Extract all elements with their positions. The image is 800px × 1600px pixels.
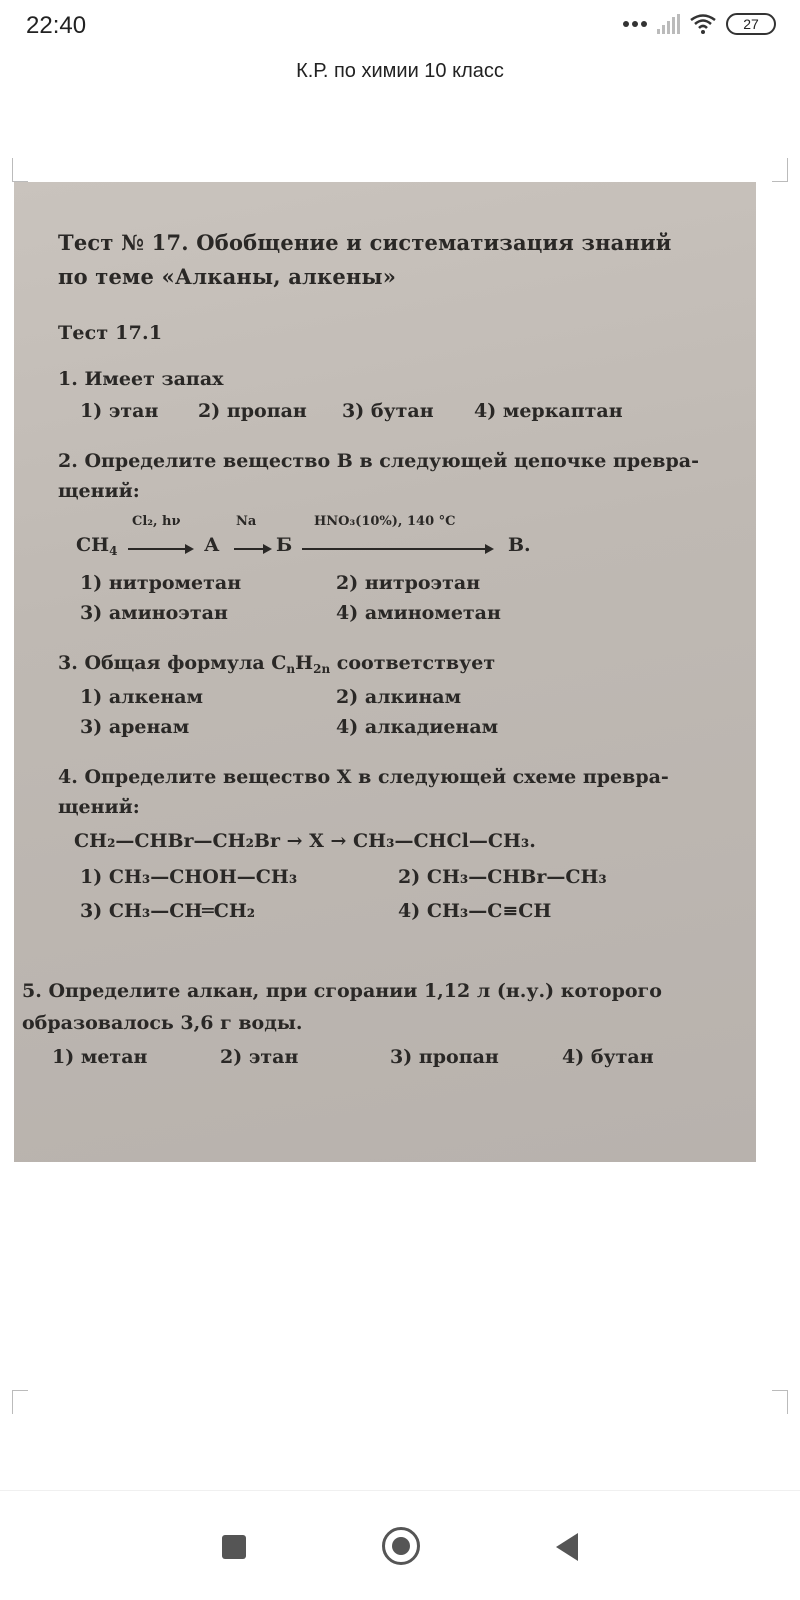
test-heading-line2: по теме «Алканы, алкены» — [58, 264, 397, 289]
page-corner-mark — [12, 158, 28, 182]
back-button[interactable] — [556, 1533, 578, 1561]
navigation-bar — [0, 1490, 800, 1600]
q1-answer-2: 2) пропан — [198, 400, 307, 422]
q5-answer-4: 4) бутан — [562, 1046, 654, 1068]
question-2-line2: щений: — [58, 480, 140, 502]
q2-substance-v: В. — [508, 534, 531, 556]
q3-text-post: соответствует — [330, 652, 496, 674]
q2-answer-1: 1) нитрометан — [80, 572, 242, 594]
q3-text-pre: 3. Общая формула C — [58, 652, 287, 674]
q3-text-h: H — [295, 652, 314, 674]
q3-answer-2: 2) алкинам — [336, 686, 462, 708]
home-button[interactable] — [382, 1527, 420, 1565]
recent-apps-button[interactable] — [222, 1535, 246, 1559]
page-corner-mark — [772, 1390, 788, 1414]
q2-arrow-1 — [128, 548, 192, 550]
q3-answer-3: 3) аренам — [80, 716, 190, 738]
q4-scheme: CH₂—CHBr—CH₂Br → X → CH₃—CHCl—CH₃. — [74, 830, 536, 852]
q2-arrow-2 — [234, 548, 270, 550]
q2-reagent-2: Na — [236, 514, 257, 529]
q1-answer-3: 3) бутан — [342, 400, 434, 422]
q4-answer-1: 1) CH₃—CHOH—CH₃ — [80, 866, 298, 888]
wifi-icon — [690, 14, 716, 34]
q2-arrow-3 — [302, 548, 492, 550]
q3-sub-n: n — [286, 662, 296, 676]
q5-answer-2: 2) этан — [220, 1046, 299, 1068]
status-bar — [0, 0, 800, 50]
q2-answer-3: 3) аминоэтан — [80, 602, 228, 624]
q2-reagent-3: HNO₃(10%), 140 °C — [314, 514, 456, 529]
test-subtitle: Тест 17.1 — [58, 322, 163, 344]
q2-ch: CH — [76, 534, 110, 556]
q4-answer-3: 3) CH₃—CH═CH₂ — [80, 900, 256, 922]
document-title: К.Р. по химии 10 класс — [296, 60, 504, 82]
q4-answer-4: 4) CH₃—C≡CH — [398, 900, 552, 922]
q2-substance-b: Б — [276, 534, 293, 556]
page-corner-mark — [772, 158, 788, 182]
test-photo[interactable] — [14, 182, 756, 1162]
test-heading-line1: Тест № 17. Обобщение и систематизация знаний — [58, 230, 672, 255]
question-1: 1. Имеет запах — [58, 368, 224, 390]
q2-answer-2: 2) нитроэтан — [336, 572, 481, 594]
question-3 — [58, 652, 495, 676]
question-4-line1: 4. Определите вещество X в следующей схеме превра- — [58, 766, 669, 788]
q3-sub-2n: 2n — [313, 662, 331, 676]
signal-icon — [657, 14, 680, 34]
q2-reagent-1: Cl₂, hν — [132, 514, 181, 529]
question-5-line2: образовалось 3,6 г воды. — [22, 1012, 303, 1034]
q3-answer-1: 1) алкенам — [80, 686, 204, 708]
q2-answer-4: 4) аминометан — [336, 602, 501, 624]
q2-ch-sub: 4 — [109, 544, 118, 558]
q2-substance-a: А — [204, 534, 220, 556]
q2-chain-start — [76, 534, 117, 558]
q3-answer-4: 4) алкадиенам — [336, 716, 499, 738]
battery-icon: 27 — [726, 13, 776, 35]
q4-answer-2: 2) CH₃—CHBr—CH₃ — [398, 866, 607, 888]
status-time: 22:40 — [26, 12, 87, 39]
q5-answer-3: 3) пропан — [390, 1046, 499, 1068]
more-dots-icon — [623, 21, 647, 27]
q1-answer-1: 1) этан — [80, 400, 159, 422]
q5-answer-1: 1) метан — [52, 1046, 148, 1068]
q1-answer-4: 4) меркаптан — [474, 400, 623, 422]
question-5-line1: 5. Определите алкан, при сгорании 1,12 л (н.у.) которого — [22, 980, 662, 1002]
question-4-line2: щений: — [58, 796, 140, 818]
status-icons — [623, 13, 776, 35]
page-corner-mark — [12, 1390, 28, 1414]
question-2-line1: 2. Определите вещество В в следующей цепочке превра- — [58, 450, 699, 472]
